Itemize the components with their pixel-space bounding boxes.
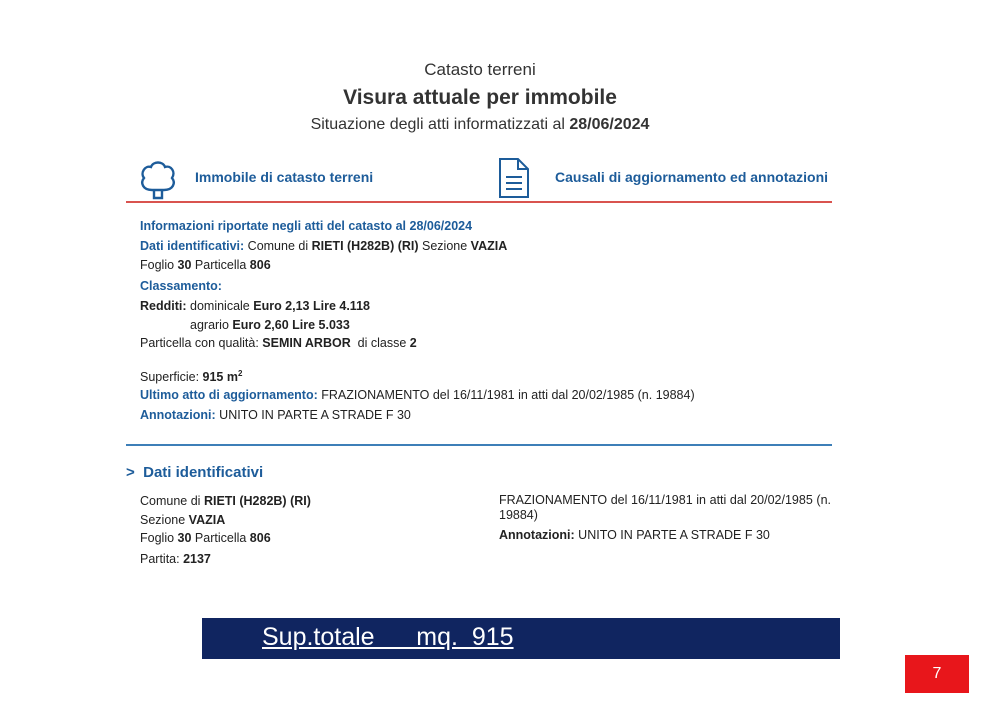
annotazioni-label: Annotazioni: [140,408,216,422]
section-divider [126,444,832,446]
header-line1: Catasto terreni [424,60,536,79]
s2-particella-value: 806 [249,531,271,545]
info-foglio-row [140,257,271,273]
s2-sezione-value: VAZIA [188,513,226,527]
superficie-value: 915 m [202,370,238,385]
s2-foglio-prefix: Foglio [140,531,178,545]
ultimo-atto-row [140,387,695,403]
comune-value: RIETI (H282B) (RI) [311,239,419,253]
s2-annotazioni-row [499,527,770,543]
superficie-sup: 2 [237,369,243,378]
s2-annotazioni-label: Annotazioni: [499,528,575,542]
particella-prefix: Particella [191,258,250,272]
page-number: 7 [905,655,969,693]
annotazioni-value: UNITO IN PARTE A STRADE F 30 [215,408,411,422]
total-banner-text: Sup.totale mq. 915 [262,623,514,651]
superficie-row [140,366,242,385]
page-subtitle [0,116,960,134]
s2-sezione-row [140,512,225,528]
subtitle-prefix: Situazione degli atti informatizzati al [310,116,570,133]
s2-sezione-prefix: Sezione [140,513,189,527]
dati-label: Dati identificativi: [140,239,245,253]
s2-foglio-value: 30 [177,531,192,545]
chevron-right-icon: > [126,464,135,481]
classamento-label: Classamento: [140,279,222,293]
s2-particella-prefix: Particella [191,531,250,545]
s2-partita-row [140,551,211,567]
section2-header[interactable] [126,464,263,481]
document-icon [498,157,530,199]
info-dati-row [140,238,507,254]
foglio-prefix: Foglio [140,258,178,272]
subtitle-date: 28/06/2024 [569,116,650,133]
total-banner [202,618,840,659]
tabs-divider [126,201,832,203]
tree-icon [138,158,178,200]
redditi-row [140,298,370,314]
s2-foglio-row [140,530,271,546]
particella-value: 806 [249,258,271,272]
ultimo-value: FRAZIONAMENTO del 16/11/1981 in atti dal 20/02/1985 (n. 19884) [317,388,695,402]
section2-title: Dati identificativi [143,464,264,481]
qualita-row [140,335,417,351]
tab-causali[interactable]: Causali di aggiornamento ed annotazioni [555,169,829,185]
s2-frazionamento-text: FRAZIONAMENTO del 16/11/1981 in atti dal 20/02/1985 (n. 19884) [499,493,831,522]
agrario-value: Euro 2,60 Lire 5.033 [232,318,350,332]
superficie-prefix: Superficie: [140,370,203,385]
annotazioni-row [140,407,411,423]
redditi-label: Redditi: [140,299,187,313]
s2-annotazioni-value: UNITO IN PARTE A STRADE F 30 [574,528,770,542]
qualita-value: SEMIN ARBOR [262,336,351,350]
qualita-prefix: Particella con qualità: [140,336,263,350]
s2-comune-row [140,493,311,509]
classe-prefix: di classe [350,336,410,350]
s2-comune-prefix: Comune di [140,494,204,508]
dominicale-prefix: dominicale [186,299,254,313]
sezione-value: VAZIA [470,239,508,253]
sezione-prefix: Sezione [418,239,471,253]
s2-partita-prefix: Partita: [140,552,184,566]
classe-value: 2 [409,336,417,350]
ultimo-label: Ultimo atto di aggiornamento: [140,388,318,402]
agrario-prefix: agrario [190,318,233,332]
page-title: Visura attuale per immobile [343,86,617,109]
s2-comune-value: RIETI (H282B) (RI) [203,494,311,508]
s2-partita-value: 2137 [183,552,211,566]
foglio-value: 30 [177,258,192,272]
comune-prefix: Comune di [244,239,312,253]
agrario-row [190,317,350,333]
tab-immobile[interactable]: Immobile di catasto terreni [195,169,374,185]
info-heading: Informazioni riportate negli atti del catasto al 28/06/2024 [140,219,473,233]
dominicale-value: Euro 2,13 Lire 4.118 [253,299,370,313]
